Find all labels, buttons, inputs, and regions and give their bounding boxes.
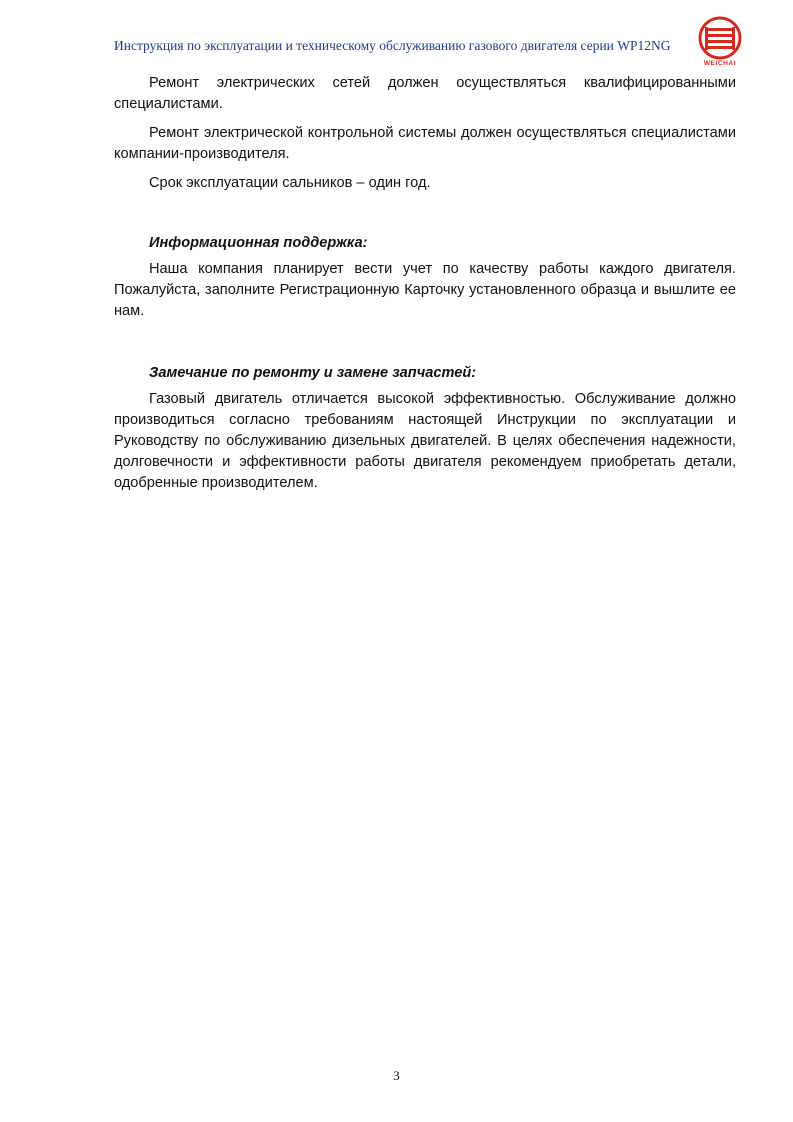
- weichai-logo-icon: [694, 16, 746, 60]
- logo-text: WEICHAI: [703, 60, 737, 67]
- paragraph-repair-parts: Газовый двигатель отличается высокой эффективностью. Обслуживание должно производиться согласно требованиям настоящей Инструкции по эксплуатации и Руководству по обслуживанию дизельных двигателей. В целях обеспечения надежности, долговечности и эффективности работы двигателя рекомендуем приобретать детали, одобренные производителем.: [114, 391, 736, 491]
- heading-repair-parts: Замечание по ремонту и замене запчастей:: [149, 365, 477, 381]
- paragraph-control-system: Ремонт электрической контрольной системы должен осуществляться специалистами компании-производителя.: [114, 125, 736, 162]
- paragraph-electrical-networks: Ремонт электрических сетей должен осуществляться квалифицированными специалистами.: [114, 75, 736, 112]
- heading-info-support: Информационная поддержка:: [149, 235, 368, 251]
- document-body: [114, 73, 736, 494]
- weichai-logo: [694, 16, 746, 72]
- page-number: 3: [393, 1068, 400, 1083]
- header-title: Инструкция по эксплуатации и техническому обслуживанию газового двигателя серии WP12NG: [114, 38, 671, 53]
- paragraph-info-support: Наша компания планирует вести учет по качеству работы каждого двигателя. Пожалуйста, заполните Регистрационную Карточку установленного образца и вышлите ее нам.: [114, 261, 736, 319]
- paragraph-seal-lifetime: Срок эксплуатации сальников – один год.: [149, 175, 431, 191]
